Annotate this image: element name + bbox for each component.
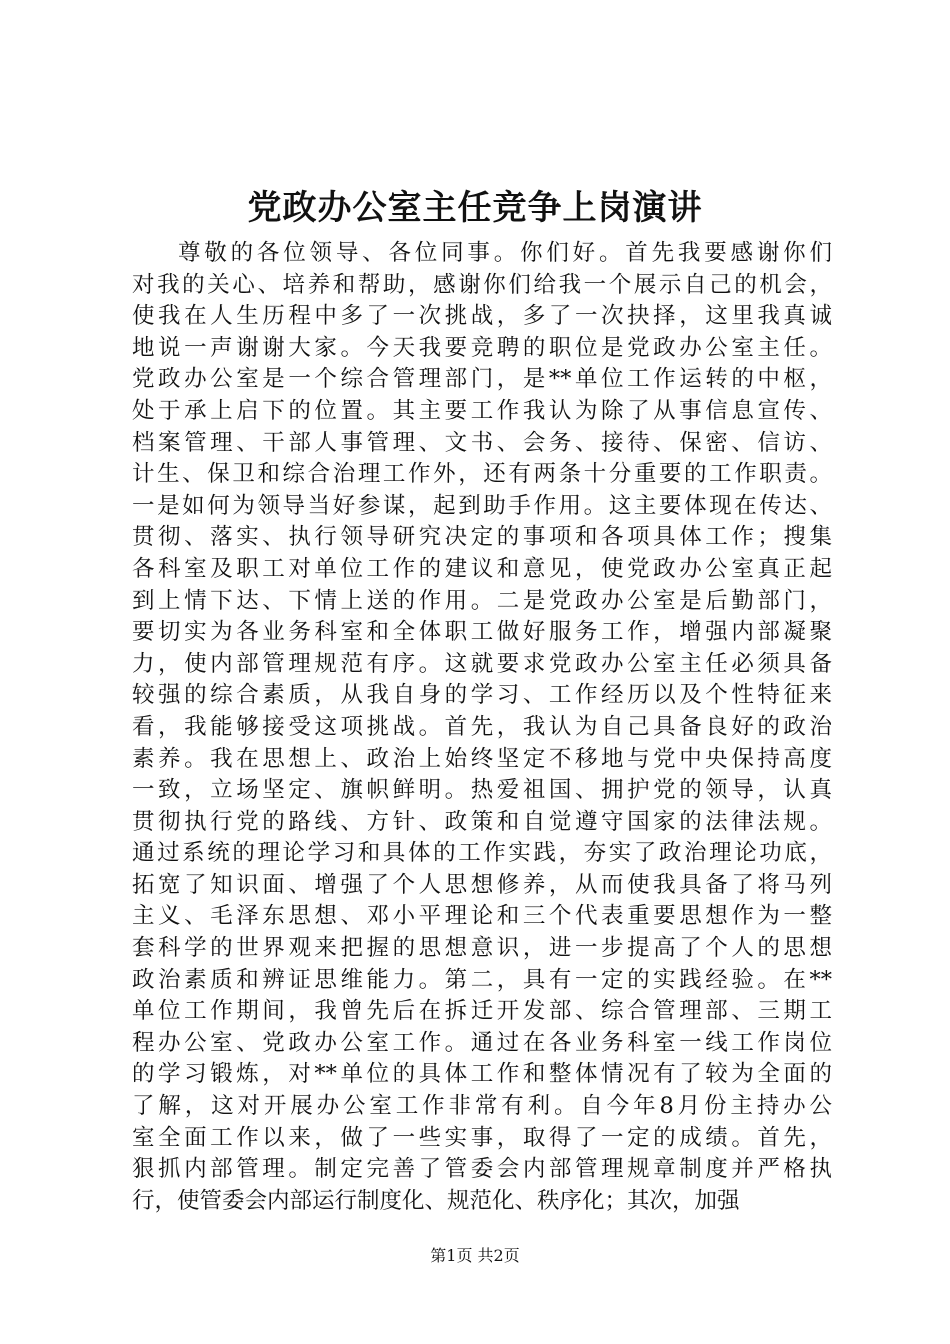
body-line: 主义、毛泽东思想、邓小平理论和三个代表重要思想作为一整 [132, 903, 832, 930]
body-line: 程办公室、党政办公室工作。通过在各业务科室一线工作岗位 [132, 1029, 832, 1056]
body-line: 档案管理、干部人事管理、文书、会务、接待、保密、信访、 [132, 429, 832, 456]
body-line: 的学习锻炼，对**单位的具体工作和整体情况有了较为全面的 [132, 1061, 832, 1088]
body-line: 素养。我在思想上、政治上始终坚定不移地与党中央保持高度 [132, 745, 832, 772]
body-line: 狠抓内部管理。制定完善了管委会内部管理规章制度并严格执 [132, 1156, 832, 1183]
body-line: 看，我能够接受这项挑战。首先，我认为自己具备良好的政治 [132, 713, 832, 740]
body-line: 政治素质和辨证思维能力。第二，具有一定的实践经验。在** [132, 966, 832, 993]
body-line: 一是如何为领导当好参谋，起到助手作用。这主要体现在传达、 [132, 492, 832, 519]
body-line: 贯彻执行党的路线、方针、政策和自觉遵守国家的法律法规。 [132, 808, 832, 835]
body-line: 一致，立场坚定、旗帜鲜明。热爱祖国、拥护党的领导，认真 [132, 777, 832, 804]
page-number-footer: 第1页 共2页 [430, 1246, 520, 1265]
document-title: 党政办公室主任竞争上岗演讲 [247, 188, 703, 228]
body-line: 到上情下达、下情上送的作用。二是党政办公室是后勤部门， [132, 587, 832, 614]
body-line: 计生、保卫和综合治理工作外，还有两条十分重要的工作职责。 [132, 461, 832, 488]
body-line: 地说一声谢谢大家。今天我要竞聘的职位是党政办公室主任。 [132, 334, 832, 361]
body-line: 党政办公室是一个综合管理部门，是**单位工作运转的中枢， [132, 366, 832, 393]
document-body [132, 238, 832, 1217]
body-line: 通过系统的理论学习和具体的工作实践，夯实了政治理论功底， [132, 840, 832, 867]
body-line: 了解，这对开展办公室工作非常有利。自今年8月份主持办公 [132, 1093, 832, 1120]
body-line: 要切实为各业务科室和全体职工做好服务工作，增强内部凝聚 [132, 619, 832, 646]
body-line: 套科学的世界观来把握的思想意识，进一步提高了个人的思想 [132, 935, 832, 962]
body-line: 较强的综合素质，从我自身的学习、工作经历以及个性特征来 [132, 682, 832, 709]
body-line: 尊敬的各位领导、各位同事。你们好。首先我要感谢你们 [178, 240, 832, 266]
body-line: 使我在人生历程中多了一次挑战，多了一次抉择，这里我真诚 [132, 303, 832, 330]
body-line: 单位工作期间，我曾先后在拆迁开发部、综合管理部、三期工 [132, 998, 832, 1025]
body-line: 对我的关心、培养和帮助，感谢你们给我一个展示自己的机会， [132, 271, 832, 298]
body-line: 力，使内部管理规范有序。这就要求党政办公室主任必须具备 [132, 650, 832, 677]
body-line: 贯彻、落实、执行领导研究决定的事项和各项具体工作；搜集 [132, 524, 832, 551]
body-line: 各科室及职工对单位工作的建议和意见，使党政办公室真正起 [132, 555, 832, 582]
body-line: 处于承上启下的位置。其主要工作我认为除了从事信息宣传、 [132, 397, 832, 424]
body-line: 室全面工作以来，做了一些实事，取得了一定的成绩。首先， [132, 1124, 832, 1151]
body-line: 拓宽了知识面、增强了个人思想修养，从而使我具备了将马列 [132, 871, 832, 898]
body-line: 行，使管委会内部运行制度化、规范化、秩序化；其次，加强 [132, 1187, 740, 1214]
